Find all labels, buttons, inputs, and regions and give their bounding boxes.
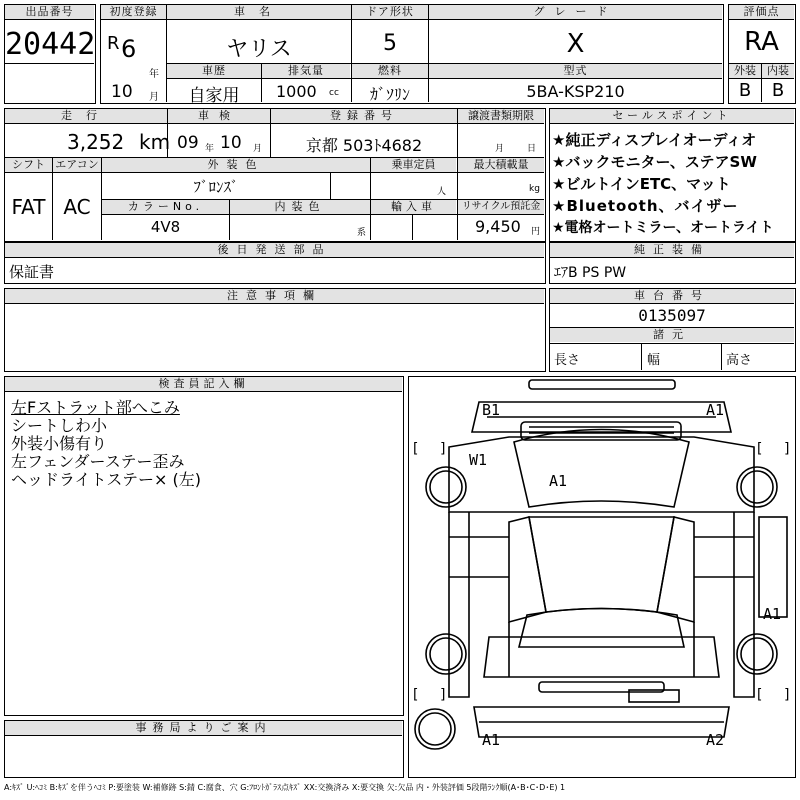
std-equipment-header: 純正装備 [550, 243, 794, 257]
score-value: RA [744, 27, 779, 57]
model-code-value: 5BA-KSP210 [526, 82, 625, 101]
dim-length: 長さ [554, 353, 581, 368]
lot-number: 20442 [5, 27, 96, 62]
transfer-header: 譲渡書類期限 [458, 109, 544, 123]
first-reg-header: 初度登録 [101, 5, 166, 19]
inspector-note-1: 左Fストラット部へこみ [11, 398, 180, 417]
ext-color-value: ﾌﾞﾛﾝｽﾞ [193, 178, 239, 196]
sales-point-1: ★純正ディスプレイオーディオ [552, 131, 757, 149]
inspection-year-unit: 年 [205, 144, 215, 154]
transfer-month-unit: 月 [495, 144, 505, 154]
dim-width: 幅 [647, 353, 661, 368]
car-name: ヤリス [226, 37, 292, 62]
transfer-day-unit: 日 [527, 144, 537, 154]
chassis-header: 車台番号 [550, 289, 794, 303]
later-parts-box [4, 242, 546, 284]
month-unit: 月 [149, 92, 159, 103]
svg-text:]: ] [439, 687, 448, 703]
sales-point-2: ★バックモニター、ステアSW [552, 153, 757, 171]
reg-year: 6 [121, 35, 137, 63]
mark-rear-left: A1 [482, 731, 501, 749]
int-color-header: 内装色 [230, 200, 370, 214]
office-header: 事務局よりご案内 [5, 721, 402, 735]
model-code-header: 型式 [429, 64, 722, 78]
aircon-header: エアコン [53, 158, 101, 172]
mark-right-side: A1 [763, 605, 782, 623]
recycle-header: リサイクル預託金 [458, 200, 544, 214]
max-load-header: 最大積載量 [458, 158, 544, 172]
legend-text: A:ｷｽﾞ U:ﾍｺﾐ B:ｷｽﾞを伴うﾍｺﾐ P:要塗装 W:補修跡 S:錆 C:腐食、穴 G:ﾌﾛﾝﾄｶﾞﾗｽ点ｷｽﾞ XX:交換済み X:要交換 欠:欠品 内・外装評価 5段階ﾗﾝｸ順(A･B･C･D･E) 1 [4, 783, 566, 792]
grade-value: X [566, 29, 585, 59]
sales-point-5: ★電格オートミラー、オートライト [552, 220, 774, 236]
fuel-value: ｶﾞｿﾘﾝ [369, 85, 410, 104]
year-unit: 年 [149, 69, 159, 80]
displacement-header: 排気量 [262, 64, 350, 78]
mileage-unit: km [139, 130, 171, 154]
recycle-unit: 円 [531, 227, 541, 237]
reg-month: 10 [111, 82, 133, 102]
color-no-header: カラーNo. [102, 200, 229, 214]
later-parts-value: 保証書 [9, 263, 55, 281]
details-box [4, 108, 546, 242]
svg-text:[: [ [755, 687, 764, 703]
svg-text:[: [ [411, 441, 420, 457]
svg-text:[: [ [755, 441, 764, 457]
interior-grade: B [771, 80, 785, 101]
sales-point-4: ★Bluetooth、バイザー [552, 197, 739, 215]
inspection-year: 09 [177, 133, 199, 153]
main-info-box [100, 4, 724, 104]
door-count: 5 [383, 31, 397, 56]
fuel-header: 燃料 [352, 64, 428, 78]
inspector-header: 検査員記入欄 [5, 377, 402, 391]
office-box [4, 720, 404, 778]
exterior-grade: B [738, 80, 752, 101]
history-header: 車歴 [167, 64, 261, 78]
inspector-box [4, 376, 404, 716]
aircon-value: AC [63, 195, 91, 219]
car-damage-diagram [409, 377, 794, 776]
reg-no-value: 京都 503ﾄ4682 [305, 136, 423, 155]
recycle-value: 9,450 [475, 217, 521, 236]
inspection-month: 10 [220, 133, 242, 153]
svg-text:]: ] [439, 441, 448, 457]
displacement-unit: cc [329, 88, 339, 98]
mark-rear-right: A2 [706, 731, 725, 749]
svg-text:[: [ [411, 687, 420, 703]
score-header: 評価点 [729, 5, 794, 19]
int-color-unit: 系 [357, 228, 367, 238]
sales-points-header: セールスポイント [550, 109, 794, 123]
mileage-value: 3,252 [67, 130, 125, 154]
interior-header: 内装 [762, 64, 794, 78]
sales-point-3: ★ビルトインETC、マット [552, 175, 731, 193]
load-unit: kg [529, 184, 540, 194]
inspector-note-5: ヘッドライトステー× (左) [11, 470, 202, 489]
later-parts-header: 後日発送部品 [5, 243, 544, 257]
reg-no-header: 登録番号 [271, 109, 457, 123]
chassis-box [549, 288, 796, 372]
grade-header: グレード [429, 5, 722, 19]
chassis-value: 0135097 [638, 306, 706, 325]
capacity-unit: 人 [437, 187, 447, 197]
svg-text:]: ] [783, 441, 792, 457]
exterior-header: 外装 [729, 64, 761, 78]
svg-text:]: ] [783, 687, 792, 703]
car-name-header: 車名 [167, 5, 351, 19]
sales-points-box [549, 108, 796, 242]
lot-number-header: 出品番号 [5, 5, 94, 19]
std-equipment-box [549, 242, 796, 284]
dims-header: 諸元 [550, 328, 794, 342]
era-letter: R [107, 33, 120, 54]
displacement-value: 1000 [276, 82, 317, 101]
shift-header: シフト [5, 158, 52, 172]
mark-windshield: W1 [469, 451, 488, 469]
door-header: ドア形状 [352, 5, 428, 19]
inspector-note-3: 外装小傷有り [11, 434, 108, 453]
inspector-note-2: シートしわ小 [11, 416, 108, 435]
ext-color-header: 外装色 [102, 158, 370, 172]
capacity-header: 乗車定員 [371, 158, 456, 172]
inspection-month-unit: 月 [253, 144, 263, 154]
shift-value: FAT [11, 195, 46, 219]
mark-front-left: B1 [482, 401, 501, 419]
inspector-note-4: 左フェンダーステー歪み [11, 452, 185, 471]
mark-front-right: A1 [706, 401, 725, 419]
dim-height: 高さ [726, 353, 753, 368]
std-equipment-value: ｴｱB PS PW [554, 265, 627, 281]
color-no-value: 4V8 [150, 218, 181, 236]
lot-number-box [4, 4, 96, 104]
notes-header: 注意事項欄 [5, 289, 544, 303]
notes-box [4, 288, 546, 372]
car-diagram-box [408, 376, 796, 778]
import-header: 輸入車 [371, 200, 456, 214]
history-value: 自家用 [188, 86, 240, 106]
inspection-header: 車検 [168, 109, 270, 123]
score-box [728, 4, 796, 104]
mileage-header: 走行 [5, 109, 167, 123]
mark-roof: A1 [549, 472, 568, 490]
